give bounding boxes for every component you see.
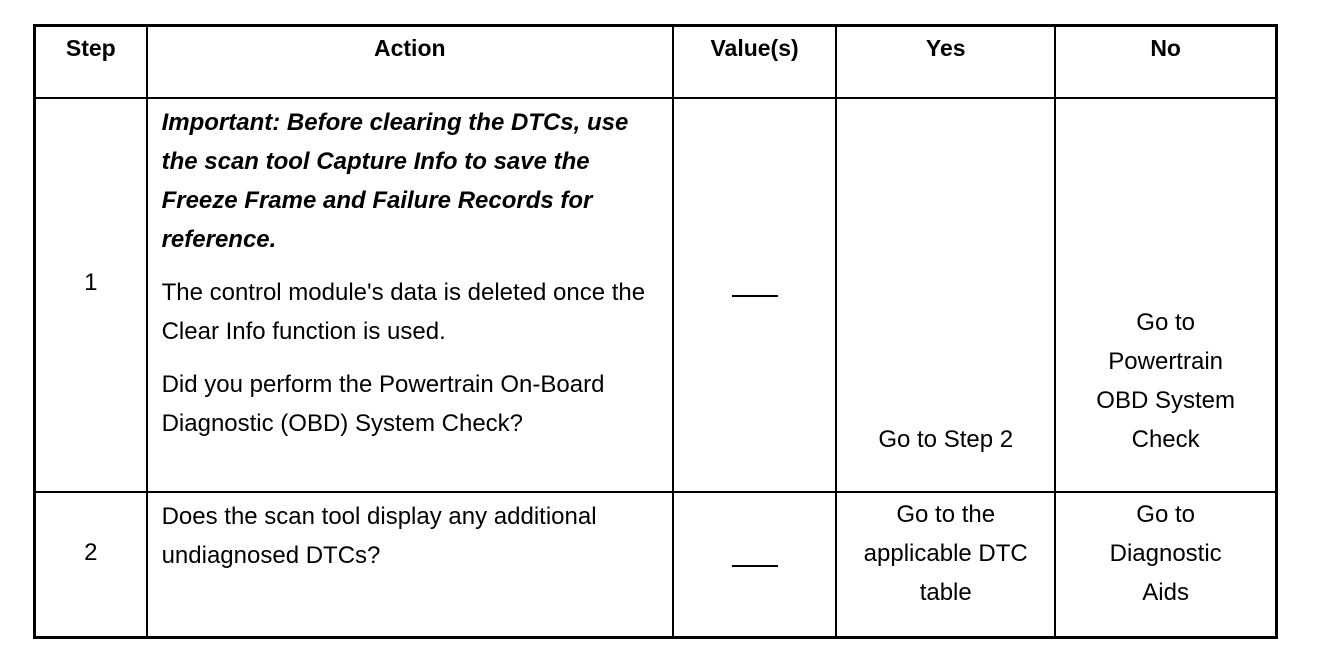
yes-cell: Go to Step 2 [836, 98, 1055, 492]
table-row [35, 492, 1277, 637]
header-row [35, 26, 1277, 99]
no-line: Aids [1142, 579, 1189, 607]
no-cell [1055, 492, 1276, 637]
diagnostic-table [33, 24, 1278, 639]
action-cell [147, 98, 673, 492]
value-cell [673, 492, 836, 637]
yes-cell [836, 492, 1055, 637]
empty-value-dash [732, 295, 778, 297]
empty-value-dash [732, 565, 778, 567]
action-question: Did you perform the Powertrain On-Board Diagnostic (OBD) System Check? [161, 371, 605, 437]
no-line: Powertrain [1108, 348, 1223, 376]
value-cell [673, 98, 836, 492]
header-step: Step [35, 26, 147, 99]
yes-line: table [919, 579, 972, 607]
action-note: The control module's data is deleted once the Clear Info function is used. [161, 279, 646, 345]
header-yes: Yes [836, 26, 1055, 99]
yes-line: Go to the [896, 501, 996, 529]
no-line: OBD System [1096, 387, 1235, 415]
no-line: Go to [1136, 501, 1195, 529]
action-cell [147, 492, 673, 637]
action-question: Does the scan tool display any additional undiagnosed DTCs? [161, 503, 597, 570]
header-values: Value(s) [673, 26, 836, 99]
no-line: Check [1131, 426, 1200, 454]
no-line: Go to [1136, 309, 1195, 337]
header-no: No [1055, 26, 1276, 99]
no-cell [1055, 98, 1276, 492]
header-action: Action [147, 26, 673, 99]
step-number: 1 [35, 98, 147, 492]
important-note: Important: Before clearing the DTCs, use the scan tool Capture Info to save the Freeze Frame and Failure Records for reference. [161, 109, 629, 253]
no-line: Diagnostic [1109, 540, 1222, 568]
step-number: 2 [35, 492, 147, 637]
yes-line: applicable DTC [863, 540, 1028, 568]
table-row [35, 98, 1277, 492]
